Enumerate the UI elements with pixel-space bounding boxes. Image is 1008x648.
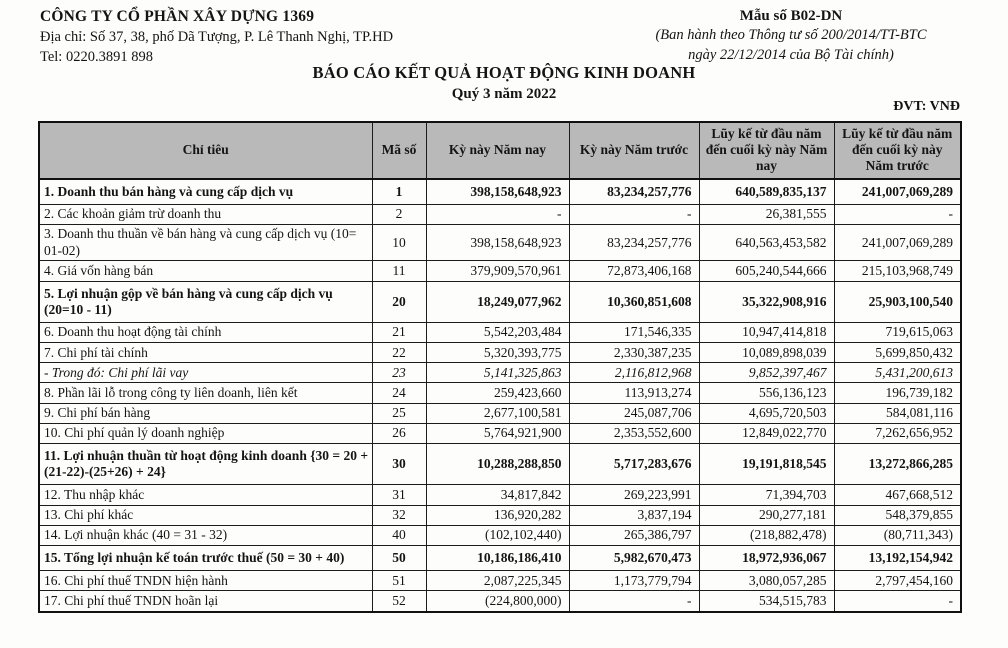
table-row (39, 343, 961, 363)
form-note-line2: ngày 22/12/2014 của Bộ Tài chính) (688, 46, 894, 63)
company-address: Địa chỉ: Số 37, 38, phố Dã Tượng, P. Lê Thanh Nghị, TP.HD (40, 29, 394, 46)
table-row (39, 505, 961, 525)
row-value: 34,817,842 (426, 485, 569, 505)
row-value: 5,320,393,775 (426, 343, 569, 363)
report-table-body (39, 179, 961, 612)
col-header-luy-ke-nam-truoc: Lũy kế từ đầu năm đến cuối kỳ này Năm trước (834, 122, 961, 179)
table-row (39, 179, 961, 205)
row-value: 584,081,116 (834, 403, 961, 423)
row-label: 14. Lợi nhuận khác (40 = 31 - 32) (39, 525, 372, 545)
row-value: (224,800,000) (426, 591, 569, 612)
table-row (39, 224, 961, 260)
row-code: 32 (372, 505, 426, 525)
form-number: Mẫu số B02-DN (739, 8, 843, 24)
col-header-luy-ke-nam-nay: Lũy kế từ đầu năm đến cuối kỳ này Năm nay (699, 122, 834, 179)
row-value: 18,972,936,067 (699, 545, 834, 570)
col-header-ky-nay-nam-truoc: Kỳ này Năm trước (569, 122, 699, 179)
row-label: 11. Lợi nhuận thuần từ hoạt động kinh doanh {30 = 20 + (21-22)-(25+26) + 24} (39, 444, 372, 485)
table-header (39, 122, 961, 179)
row-label: 3. Doanh thu thuần về bán hàng và cung cấp dịch vụ (10= 01-02) (39, 224, 372, 260)
row-label: 7. Chi phí tài chính (39, 343, 372, 363)
row-value: 534,515,783 (699, 591, 834, 612)
company-name: CÔNG TY CỔ PHẦN XÂY DỰNG 1369 (40, 8, 315, 25)
row-value: 72,873,406,168 (569, 261, 699, 281)
row-label: 17. Chi phí thuế TNDN hoãn lại (39, 591, 372, 612)
row-value: 10,288,288,850 (426, 444, 569, 485)
row-code: 52 (372, 591, 426, 612)
row-value: 26,381,555 (699, 204, 834, 224)
row-value: 640,589,835,137 (699, 179, 834, 205)
row-label: 1. Doanh thu bán hàng và cung cấp dịch vụ (39, 179, 372, 205)
row-value: 265,386,797 (569, 525, 699, 545)
row-value: 83,234,257,776 (569, 224, 699, 260)
row-value: 2,087,225,345 (426, 571, 569, 591)
row-code: 23 (372, 363, 426, 383)
row-value: 113,913,274 (569, 383, 699, 403)
row-value: 245,087,706 (569, 403, 699, 423)
row-value: 9,852,397,467 (699, 363, 834, 383)
row-value: 2,797,454,160 (834, 571, 961, 591)
row-code: 21 (372, 322, 426, 342)
row-code: 50 (372, 545, 426, 570)
row-label: 15. Tổng lợi nhuận kế toán trước thuế (50 = 30 + 40) (39, 545, 372, 570)
table-row (39, 591, 961, 612)
form-info-block (618, 6, 964, 65)
row-label: 2. Các khoản giảm trừ doanh thu (39, 204, 372, 224)
col-header-ky-nay-nam-nay: Kỳ này Năm nay (426, 122, 569, 179)
row-code: 11 (372, 261, 426, 281)
row-value: 12,849,022,770 (699, 423, 834, 443)
row-value: (218,882,478) (699, 525, 834, 545)
row-value: - (569, 204, 699, 224)
row-value: 2,116,812,968 (569, 363, 699, 383)
form-note-line1: (Ban hành theo Thông tư số 200/2014/TT-BTC (655, 27, 927, 44)
table-row (39, 363, 961, 383)
row-value: 13,272,866,285 (834, 444, 961, 485)
row-code: 40 (372, 525, 426, 545)
row-value: 548,379,855 (834, 505, 961, 525)
row-label: - Trong đó: Chi phí lãi vay (39, 363, 372, 383)
table-row (39, 204, 961, 224)
col-header-ma-so: Mã số (372, 122, 426, 179)
row-value: 10,360,851,608 (569, 281, 699, 322)
row-label: 12. Thu nhập khác (39, 485, 372, 505)
row-code: 22 (372, 343, 426, 363)
row-value: 3,080,057,285 (699, 571, 834, 591)
row-label: 9. Chi phí bán hàng (39, 403, 372, 423)
row-value: 5,699,850,432 (834, 343, 961, 363)
row-value: - (426, 204, 569, 224)
company-info-block (40, 6, 393, 67)
row-value: - (834, 204, 961, 224)
table-row (39, 403, 961, 423)
table-row (39, 383, 961, 403)
row-value: 35,322,908,916 (699, 281, 834, 322)
row-label: 16. Chi phí thuế TNDN hiện hành (39, 571, 372, 591)
row-code: 20 (372, 281, 426, 322)
col-header-chi-tieu: Chỉ tiêu (39, 122, 372, 179)
row-value: - (834, 591, 961, 612)
row-code: 25 (372, 403, 426, 423)
row-value: 719,615,063 (834, 322, 961, 342)
row-value: 25,903,100,540 (834, 281, 961, 322)
row-value: 10,186,186,410 (426, 545, 569, 570)
income-statement-table (38, 121, 962, 613)
row-label: 4. Giá vốn hàng bán (39, 261, 372, 281)
row-value: 2,353,552,600 (569, 423, 699, 443)
row-value: 136,920,282 (426, 505, 569, 525)
row-value: 605,240,544,666 (699, 261, 834, 281)
row-value: 556,136,123 (699, 383, 834, 403)
row-value: 2,330,387,235 (569, 343, 699, 363)
row-code: 24 (372, 383, 426, 403)
row-value: 467,668,512 (834, 485, 961, 505)
row-code: 26 (372, 423, 426, 443)
table-row (39, 545, 961, 570)
row-value: 19,191,818,545 (699, 444, 834, 485)
row-value: 215,103,968,749 (834, 261, 961, 281)
report-title: BÁO CÁO KẾT QUẢ HOẠT ĐỘNG KINH DOANH (312, 63, 696, 82)
row-code: 1 (372, 179, 426, 205)
table-row (39, 485, 961, 505)
row-label: 13. Chi phí khác (39, 505, 372, 525)
row-value: 196,739,182 (834, 383, 961, 403)
row-value: 171,546,335 (569, 322, 699, 342)
row-value: 379,909,570,961 (426, 261, 569, 281)
row-value: 5,982,670,473 (569, 545, 699, 570)
row-label: 5. Lợi nhuận gộp về bán hàng và cung cấp dịch vụ (20=10 - 11) (39, 281, 372, 322)
row-value: 10,089,898,039 (699, 343, 834, 363)
row-code: 10 (372, 224, 426, 260)
row-code: 30 (372, 444, 426, 485)
row-value: 640,563,453,582 (699, 224, 834, 260)
row-value: 3,837,194 (569, 505, 699, 525)
row-value: 5,431,200,613 (834, 363, 961, 383)
table-row (39, 423, 961, 443)
row-value: (80,711,343) (834, 525, 961, 545)
table-row (39, 261, 961, 281)
table-row (39, 525, 961, 545)
row-value: 10,947,414,818 (699, 322, 834, 342)
row-label: 6. Doanh thu hoạt động tài chính (39, 322, 372, 342)
table-row (39, 322, 961, 342)
row-value: 7,262,656,952 (834, 423, 961, 443)
row-value: 18,249,077,962 (426, 281, 569, 322)
row-value: 5,717,283,676 (569, 444, 699, 485)
row-value: 398,158,648,923 (426, 224, 569, 260)
table-row (39, 571, 961, 591)
row-value: 13,192,154,942 (834, 545, 961, 570)
table-row (39, 444, 961, 485)
row-value: 290,277,181 (699, 505, 834, 525)
row-value: 83,234,257,776 (569, 179, 699, 205)
company-tel: Tel: 0220.3891 898 (40, 49, 153, 66)
row-value: 5,764,921,900 (426, 423, 569, 443)
row-label: 8. Phần lãi lỗ trong công ty liên doanh, liên kết (39, 383, 372, 403)
row-value: 269,223,991 (569, 485, 699, 505)
row-code: 31 (372, 485, 426, 505)
currency-unit-label: ĐVT: VNĐ (893, 99, 960, 114)
row-value: - (569, 591, 699, 612)
row-code: 2 (372, 204, 426, 224)
row-label: 10. Chi phí quản lý doanh nghiệp (39, 423, 372, 443)
row-code: 51 (372, 571, 426, 591)
report-period: Quý 3 năm 2022 (451, 86, 557, 103)
row-value: 241,007,069,289 (834, 224, 961, 260)
row-value: 398,158,648,923 (426, 179, 569, 205)
row-value: 5,141,325,863 (426, 363, 569, 383)
row-value: 5,542,203,484 (426, 322, 569, 342)
row-value: 4,695,720,503 (699, 403, 834, 423)
row-value: (102,102,440) (426, 525, 569, 545)
row-value: 259,423,660 (426, 383, 569, 403)
table-row (39, 281, 961, 322)
row-value: 241,007,069,289 (834, 179, 961, 205)
row-value: 2,677,100,581 (426, 403, 569, 423)
row-value: 71,394,703 (699, 485, 834, 505)
row-value: 1,173,779,794 (569, 571, 699, 591)
